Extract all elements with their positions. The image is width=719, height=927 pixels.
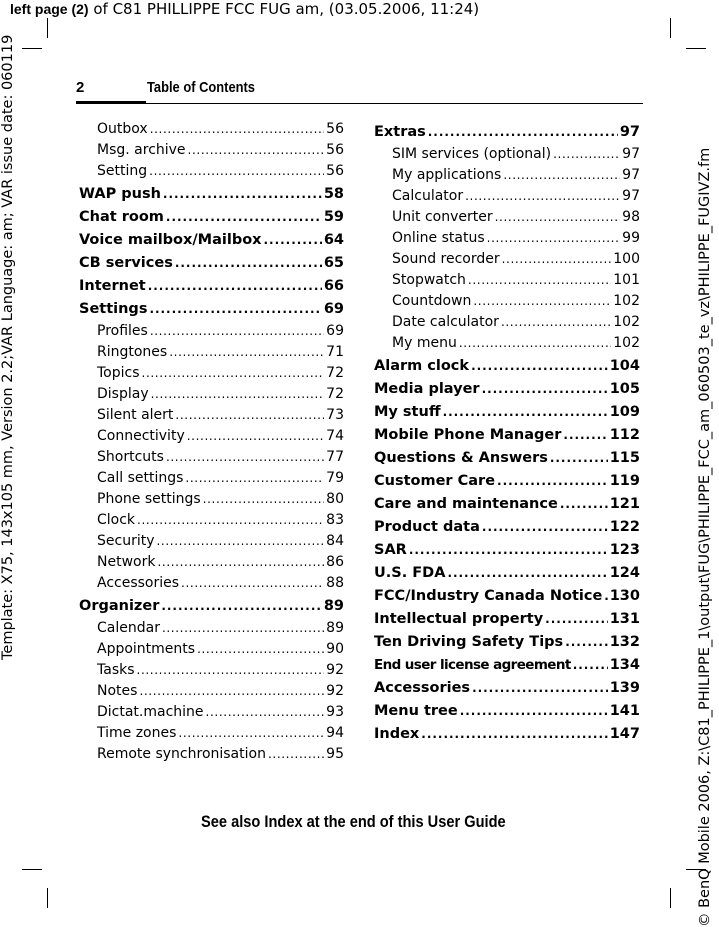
toc-entry-title: SIM services (optional) (392, 146, 552, 162)
print-header-page-label: left page (2) (10, 1, 89, 17)
toc-entry-title: Organizer (79, 598, 160, 614)
toc-entry-page: 141 (609, 703, 640, 719)
toc-dot-leader (573, 654, 608, 677)
toc-entry-page: 102 (613, 293, 640, 309)
toc-dot-leader (197, 639, 324, 660)
toc-entry[interactable] (374, 228, 640, 249)
toc-dot-leader (188, 140, 325, 161)
toc-entry-page: 112 (609, 427, 640, 443)
toc-entry-page: 69 (323, 301, 344, 317)
toc-entry-title: Product data (374, 519, 480, 535)
toc-entry-title: My stuff (374, 404, 441, 420)
toc-entry-page: 92 (326, 662, 344, 678)
toc-dot-leader (149, 298, 321, 321)
toc-entry[interactable] (79, 275, 344, 298)
toc-dot-leader (497, 470, 608, 493)
toc-entry[interactable] (374, 631, 640, 654)
toc-entry[interactable] (374, 677, 640, 700)
toc-entry-title: Appointments (97, 641, 196, 657)
toc-entry-page: 104 (609, 358, 640, 374)
toc-dot-leader (465, 186, 620, 207)
toc-entry[interactable] (79, 468, 344, 489)
toc-dot-leader (550, 447, 608, 470)
toc-entry-title: Customer Care (374, 473, 496, 489)
toc-dot-leader (148, 275, 322, 298)
toc-entry[interactable] (374, 270, 640, 291)
toc-dot-leader (565, 631, 608, 654)
toc-dot-leader (495, 207, 621, 228)
toc-entry[interactable] (79, 161, 344, 182)
toc-entry-title: Intellectual property (374, 611, 544, 627)
toc-entry-page: 86 (326, 554, 344, 570)
toc-entry-page: 99 (622, 230, 640, 246)
toc-dot-leader (482, 378, 608, 401)
toc-entry-title: Network (97, 554, 156, 570)
toc-entry[interactable] (79, 618, 344, 639)
template-info-vertical (0, 0, 21, 927)
copyright-path-text: © BenQ Mobile 2006, Z:\C81_PHILIPPE_1\output\FUG\PHILIPPE_FCC_am_060503_te_vz\PHILIPPE_FUGIVZ.fm (697, 147, 713, 927)
toc-dot-leader (178, 723, 324, 744)
toc-entry[interactable] (374, 585, 640, 608)
toc-entry[interactable] (79, 342, 344, 363)
toc-entry-page: 65 (323, 255, 344, 271)
toc-dot-leader (157, 552, 324, 573)
toc-entry[interactable] (79, 744, 344, 765)
crop-mark (47, 888, 48, 908)
toc-entry[interactable] (79, 510, 344, 531)
toc-dot-leader (139, 681, 324, 702)
toc-dot-leader (206, 702, 325, 723)
toc-entry[interactable] (79, 252, 344, 275)
toc-dot-leader (268, 744, 324, 765)
toc-entry-title: Settings (79, 301, 148, 317)
toc-entry-title: U.S. FDA (374, 565, 446, 581)
toc-dot-leader (482, 516, 608, 539)
toc-dot-leader (468, 270, 611, 291)
toc-entry-page: 56 (326, 163, 344, 179)
toc-entry-page: 121 (609, 496, 640, 512)
toc-entry[interactable] (374, 723, 640, 746)
toc-entry-title: Notes (97, 683, 138, 699)
crop-mark (22, 869, 42, 870)
toc-entry[interactable] (374, 608, 640, 631)
toc-entry-title: Menu tree (374, 703, 458, 719)
toc-entry[interactable] (374, 249, 640, 270)
toc-entry[interactable] (374, 401, 640, 424)
toc-entry-page: 124 (609, 565, 640, 581)
toc-entry[interactable] (374, 186, 640, 207)
toc-dot-leader (421, 723, 607, 746)
toc-entry-title: Index (374, 726, 420, 742)
toc-entry-page: 123 (609, 542, 640, 558)
toc-entry-title: Questions & Answers (374, 450, 548, 466)
toc-entry-title: FCC/Industry Canada Notice (374, 588, 603, 604)
page-number: 2 (76, 79, 85, 96)
toc-entry-page: 64 (323, 232, 344, 248)
toc-entry-page: 72 (326, 365, 344, 381)
toc-entry-title: Internet (79, 278, 146, 294)
toc-entry-title: Stopwatch (392, 272, 466, 288)
toc-entry[interactable] (374, 207, 640, 228)
toc-entry-page: 101 (613, 272, 640, 288)
toc-dot-leader (149, 161, 324, 182)
toc-entry[interactable] (79, 681, 344, 702)
toc-entry[interactable] (79, 447, 344, 468)
toc-entry[interactable] (79, 405, 344, 426)
toc-entry-title: Msg. archive (97, 142, 186, 158)
toc-entry[interactable] (79, 321, 344, 342)
toc-entry-title: Alarm clock (374, 358, 470, 374)
toc-entry[interactable] (374, 516, 640, 539)
toc-entry-title: Online status (392, 230, 485, 246)
footer-note: See also Index at the end of this User Guide (201, 812, 506, 831)
toc-entry-title: Silent alert (97, 407, 174, 423)
toc-dot-leader (185, 468, 324, 489)
toc-entry-page: 56 (326, 121, 344, 137)
toc-entry-page: 71 (326, 344, 344, 360)
toc-entry-title: Call settings (97, 470, 184, 486)
toc-entry-page: 89 (326, 620, 344, 636)
toc-dot-leader (487, 228, 621, 249)
toc-entry[interactable] (79, 573, 344, 594)
toc-entry[interactable] (79, 531, 344, 552)
toc-entry-page: 56 (326, 142, 344, 158)
toc-entry[interactable] (79, 140, 344, 161)
toc-dot-leader (472, 677, 608, 700)
toc-entry[interactable] (79, 660, 344, 681)
toc-dot-leader (169, 342, 324, 363)
toc-entry-title: Profiles (97, 323, 148, 339)
toc-dot-leader (545, 608, 608, 631)
toc-entry[interactable] (79, 119, 344, 140)
toc-entry-title: Voice mailbox/Mailbox (79, 232, 262, 248)
toc-entry[interactable] (374, 291, 640, 312)
toc-entry-title: Connectivity (97, 428, 185, 444)
toc-entry[interactable] (374, 700, 640, 723)
toc-entry-title: End user license agreement (374, 657, 571, 673)
toc-entry-page: 132 (609, 634, 640, 650)
toc-dot-leader (137, 660, 325, 681)
crop-mark (22, 48, 42, 49)
toc-dot-leader (604, 585, 607, 608)
toc-entry-page: 83 (326, 512, 344, 528)
toc-entry-page: 95 (326, 746, 344, 762)
toc-entry-title: My menu (392, 335, 457, 351)
toc-entry-page: 92 (326, 683, 344, 699)
toc-entry-title: Setting (97, 163, 148, 179)
toc-dot-leader (471, 355, 608, 378)
toc-entry-page: 97 (619, 124, 640, 140)
print-header-info: of C81 PHILLIPPE FCC FUG am, (03.05.2006, 11:24) (88, 0, 480, 18)
toc-entry-title: Accessories (374, 680, 471, 696)
toc-entry-page: 58 (323, 186, 344, 202)
toc-dot-leader (166, 447, 324, 468)
toc-entry[interactable] (79, 384, 344, 405)
toc-entry-page: 79 (326, 470, 344, 486)
toc-entry-page: 89 (323, 598, 344, 614)
toc-entry-title: Time zones (97, 725, 177, 741)
toc-entry-page: 97 (622, 188, 640, 204)
toc-dot-leader (161, 595, 321, 618)
toc-entry-page: 122 (609, 519, 640, 535)
toc-dot-leader (553, 144, 620, 165)
toc-entry-title: Extras (374, 124, 426, 140)
toc-entry-page: 131 (609, 611, 640, 627)
toc-entry[interactable] (79, 298, 344, 321)
toc-entry-title: Clock (97, 512, 136, 528)
toc-entry-page: 73 (326, 407, 344, 423)
crop-mark (670, 888, 671, 908)
toc-entry-page: 98 (622, 209, 640, 225)
toc-dot-leader (560, 493, 608, 516)
toc-dot-leader (151, 384, 325, 405)
toc-dot-leader (428, 121, 618, 144)
toc-entry-page: 134 (609, 657, 640, 673)
toc-entry-page: 139 (609, 680, 640, 696)
toc-entry-title: Phone settings (97, 491, 201, 507)
toc-entry[interactable] (79, 639, 344, 660)
toc-dot-leader (460, 700, 608, 723)
toc-dot-leader (163, 183, 322, 206)
toc-entry-page: 84 (326, 533, 344, 549)
toc-entry-title: Remote synchronisation (97, 746, 266, 762)
toc-entry-page: 72 (326, 386, 344, 402)
toc-entry-title: Ten Driving Safety Tips (374, 634, 564, 650)
toc-entry-title: SAR (374, 542, 407, 558)
toc-entry[interactable] (374, 165, 640, 186)
toc-entry-page: 66 (323, 278, 344, 294)
toc-dot-leader (203, 489, 325, 510)
crop-mark (670, 18, 671, 38)
toc-dot-leader (563, 424, 607, 447)
toc-entry-title: Tasks (97, 662, 135, 678)
toc-entry[interactable] (79, 552, 344, 573)
toc-dot-leader (137, 510, 324, 531)
toc-entry[interactable] (79, 206, 344, 229)
toc-entry-page: 80 (326, 491, 344, 507)
toc-entry-page: 77 (326, 449, 344, 465)
toc-dot-leader (473, 291, 611, 312)
toc-dot-leader (175, 252, 322, 275)
toc-dot-leader (447, 562, 607, 585)
toc-entry-title: Media player (374, 381, 480, 397)
toc-entry-page: 88 (326, 575, 344, 591)
toc-entry-title: Topics (97, 365, 140, 381)
copyright-path-vertical (697, 0, 719, 927)
toc-dot-leader (409, 539, 608, 562)
toc-entry-title: My applications (392, 167, 502, 183)
toc-entry[interactable] (79, 702, 344, 723)
header-rule-thin (146, 103, 643, 104)
toc-entry-page: 69 (326, 323, 344, 339)
toc-entry-page: 93 (326, 704, 344, 720)
toc-entry-page: 97 (622, 146, 640, 162)
toc-entry[interactable] (374, 470, 640, 493)
toc-entry-title: Mobile Phone Manager (374, 427, 562, 443)
toc-entry[interactable] (374, 378, 640, 401)
crop-mark (47, 18, 48, 38)
toc-dot-leader (150, 321, 324, 342)
toc-entry-page: 119 (609, 473, 640, 489)
toc-entry-title: Dictat.machine (97, 704, 204, 720)
toc-entry-title: WAP push (79, 186, 161, 202)
toc-entry[interactable] (374, 493, 640, 516)
toc-entry-page: 97 (622, 167, 640, 183)
toc-entry[interactable] (374, 539, 640, 562)
toc-entry-page: 94 (326, 725, 344, 741)
toc-dot-leader (501, 312, 611, 333)
toc-dot-leader (502, 249, 612, 270)
toc-entry-title: Chat room (79, 209, 164, 225)
toc-entry[interactable] (79, 426, 344, 447)
toc-dot-leader (142, 363, 325, 384)
toc-entry-title: Countdown (392, 293, 472, 309)
toc-entry[interactable] (79, 595, 344, 618)
toc-entry[interactable] (79, 723, 344, 744)
toc-entry-title: Shortcuts (97, 449, 164, 465)
toc-entry[interactable] (374, 562, 640, 585)
toc-entry-title: Sound recorder (392, 251, 500, 267)
toc-entry[interactable] (374, 121, 640, 144)
toc-entry-page: 109 (609, 404, 640, 420)
toc-entry-title: CB services (79, 255, 173, 271)
toc-entry-page: 102 (613, 314, 640, 330)
toc-dot-leader (443, 401, 608, 424)
toc-entry[interactable] (79, 489, 344, 510)
toc-entry-title: Outbox (97, 121, 148, 137)
toc-dot-leader (264, 229, 322, 252)
toc-entry-title: Calculator (392, 188, 464, 204)
toc-entry[interactable] (374, 424, 640, 447)
toc-dot-leader (503, 165, 620, 186)
toc-left-column (79, 119, 344, 765)
toc-entry-page: 59 (323, 209, 344, 225)
toc-dot-leader (150, 119, 324, 140)
toc-entry[interactable] (79, 229, 344, 252)
toc-entry[interactable] (374, 333, 640, 354)
toc-entry-page: 102 (613, 335, 640, 351)
toc-entry-title: Display (97, 386, 149, 402)
toc-entry-page: 90 (326, 641, 344, 657)
toc-entry-page: 105 (609, 381, 640, 397)
toc-dot-leader (181, 573, 324, 594)
toc-entry-title: Accessories (97, 575, 180, 591)
toc-entry[interactable] (374, 312, 640, 333)
header-rule-thick (76, 101, 146, 104)
toc-entry-title: Date calculator (392, 314, 499, 330)
toc-entry[interactable] (79, 183, 344, 206)
toc-dot-leader (187, 426, 324, 447)
toc-entry[interactable] (374, 447, 640, 470)
page-title: Table of Contents (147, 79, 255, 96)
toc-right-column (374, 119, 640, 746)
toc-entry[interactable] (79, 363, 344, 384)
toc-entry-page: 115 (609, 450, 640, 466)
toc-entry[interactable] (374, 144, 640, 165)
toc-entry[interactable] (374, 654, 640, 677)
template-info-text: Template: X75, 143x105 mm, Version 2.2;VAR Language: am; VAR issue date: 060119 (0, 34, 16, 660)
toc-entry-page: 147 (609, 726, 640, 742)
print-header (10, 0, 479, 18)
toc-entry[interactable] (374, 355, 640, 378)
toc-entry-title: Ringtones (97, 344, 168, 360)
toc-entry-title: Unit converter (392, 209, 493, 225)
toc-entry-page: 74 (326, 428, 344, 444)
toc-entry-page: 130 (609, 588, 640, 604)
toc-dot-leader (157, 531, 325, 552)
toc-dot-leader (459, 333, 611, 354)
toc-dot-leader (162, 618, 324, 639)
toc-dot-leader (166, 206, 322, 229)
toc-entry-title: Calendar (97, 620, 160, 636)
toc-entry-title: Care and maintenance (374, 496, 558, 512)
toc-entry-page: 100 (613, 251, 640, 267)
toc-entry-title: Security (97, 533, 155, 549)
toc-dot-leader (175, 405, 324, 426)
